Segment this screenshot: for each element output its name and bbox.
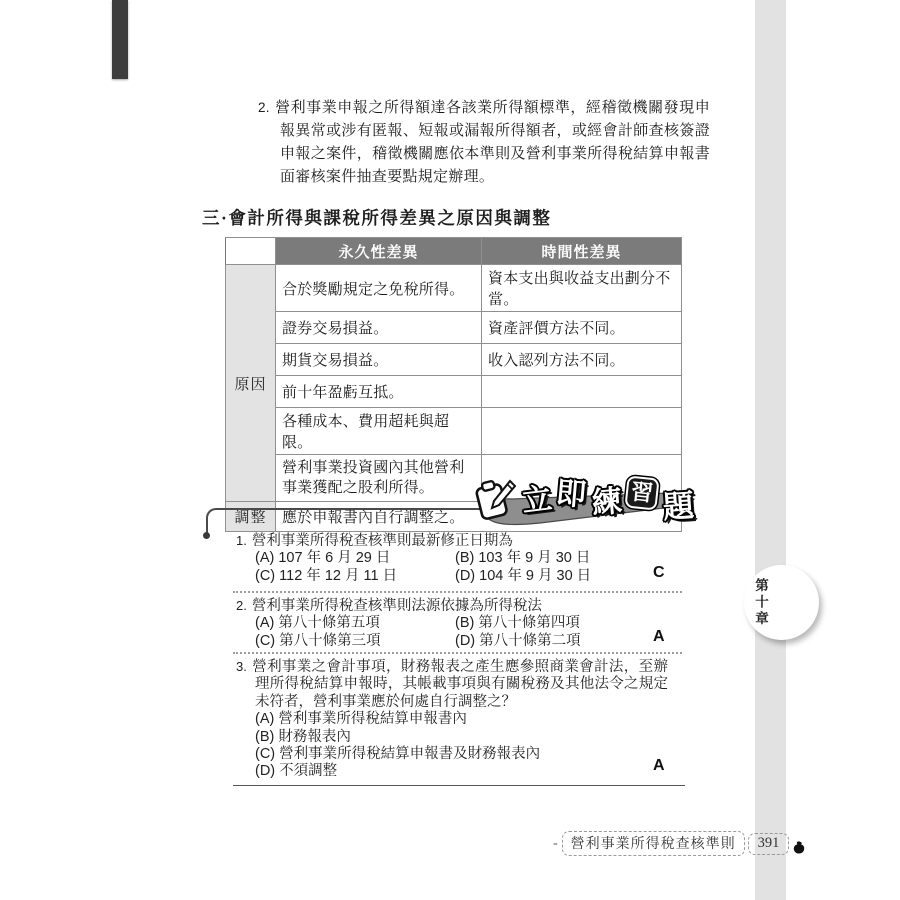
table-header-permanent: 永久性差異 (276, 238, 482, 265)
row-label-adjust: 調整 (226, 502, 276, 532)
option-a: (A) 第八十條第五項 (255, 615, 380, 632)
question-stem (236, 532, 676, 550)
table-cell: 資產評價方法不同。 (482, 312, 682, 344)
option-d: (D) 不須調整 (255, 763, 338, 780)
table-cell: 前十年盈虧互抵。 (276, 376, 482, 408)
question-number: 3. (236, 659, 247, 674)
row-label-cause: 原因 (226, 265, 276, 502)
table-header-row (226, 238, 682, 265)
question-2 (236, 597, 676, 650)
top-bleed-mark (112, 0, 128, 79)
question-options (255, 615, 676, 650)
table-row (226, 376, 682, 408)
option-c: (C) 第八十條第三項 (255, 632, 381, 649)
question-number: 1. (236, 533, 247, 548)
footer-running-title: 營利事業所得稅查核準則 (562, 831, 745, 856)
table-row (226, 265, 682, 312)
question-separator (233, 591, 682, 593)
question-stem (236, 658, 668, 711)
banner-char: 即 (554, 476, 588, 513)
footer-page-number: 391 (748, 833, 790, 855)
banner-char: 題 (661, 487, 696, 526)
option-d: (D) 104 年 9 月 30 日 (455, 567, 592, 584)
option-b: (B) 第八十條第四項 (455, 615, 580, 632)
answer-badge-2: A (653, 628, 665, 645)
questions-end-rule (233, 785, 685, 786)
paragraph-text: 營利事業申報之所得額達各該業所得額標準，經稽徵機關發現申報異常或涉有匿報、短報或漏報所得額者，或經會計師查核簽證申報之案件，稽徵機關應依本準則及營利事業所得稅結算申報書面審核案件抽查要點規定辦理。 (274, 100, 710, 185)
paragraph-number: 2. (258, 100, 270, 115)
question-3 (236, 658, 668, 781)
option-c: (C) 112 年 12 月 11 日 (255, 567, 398, 584)
table-cell (482, 408, 682, 455)
chapter-tab-label: 第十章 (753, 578, 768, 628)
answer-badge-3: A (653, 757, 665, 774)
footer-dash: - (553, 835, 558, 851)
question-text: 營利事業所得稅查核準則法源依據為所得稅法 (251, 598, 542, 614)
section-heading: 三·會計所得與課稅所得差異之原因與調整 (202, 208, 552, 228)
table-cell: 證券交易損益。 (276, 312, 482, 344)
answer-badge-1: C (653, 564, 665, 581)
table-corner-cell (226, 238, 276, 265)
footer-mascot-icon (792, 840, 806, 856)
option-c: (C) 營利事業所得稅結算申報書及財務報表內 (255, 746, 541, 763)
clipboard-pencil-icon (470, 477, 520, 525)
chapter-side-strip (755, 0, 786, 900)
banner-char-badge: 習 (627, 478, 658, 509)
banner-char: 練 (590, 484, 624, 521)
option-a: (A) 107 年 6 月 29 日 (255, 550, 391, 567)
question-separator (233, 652, 682, 654)
table-cell: 合於獎勵規定之免稅所得。 (276, 265, 482, 312)
table-cell (482, 376, 682, 408)
table-cell: 收入認列方法不同。 (482, 344, 682, 376)
question-options (255, 550, 676, 585)
table-row (226, 408, 682, 455)
banner-connector-dot (203, 532, 210, 539)
table-row (226, 312, 682, 344)
practice-banner (470, 477, 705, 529)
question-text: 營利事業之會計事項，財務報表之產生應參照商業會計法，至辦理所得稅結算申報時，其帳載事項與有關稅務及其他法令之規定未符者，營利事業應於何處自行調整之？ (251, 659, 668, 710)
banner-char: 立 (520, 482, 554, 519)
option-d: (D) 第八十條第二項 (455, 632, 581, 649)
option-a: (A) 營利事業所得稅結算申報書內 (255, 711, 467, 728)
question-text: 營利事業所得稅查核準則最新修正日期為 (251, 533, 513, 549)
table-cell: 期貨交易損益。 (276, 344, 482, 376)
page-footer (553, 831, 806, 856)
table-cell: 營利事業投資國內其他營利事業獲配之股利所得。 (276, 455, 482, 502)
table-cell: 資本支出與收益支出劃分不當。 (482, 265, 682, 312)
table-cell: 各種成本、費用超耗與超限。 (276, 408, 482, 455)
option-b: (B) 103 年 9 月 30 日 (455, 550, 591, 567)
question-stem (236, 597, 676, 615)
table-row (226, 344, 682, 376)
option-b: (B) 財務報表內 (255, 728, 351, 745)
question-1 (236, 532, 676, 585)
intro-paragraph (258, 96, 710, 189)
table-cell: 應於申報書內自行調整之。 (276, 502, 682, 532)
question-number: 2. (236, 598, 247, 613)
table-header-timing: 時間性差異 (482, 238, 682, 265)
question-options (255, 711, 668, 781)
